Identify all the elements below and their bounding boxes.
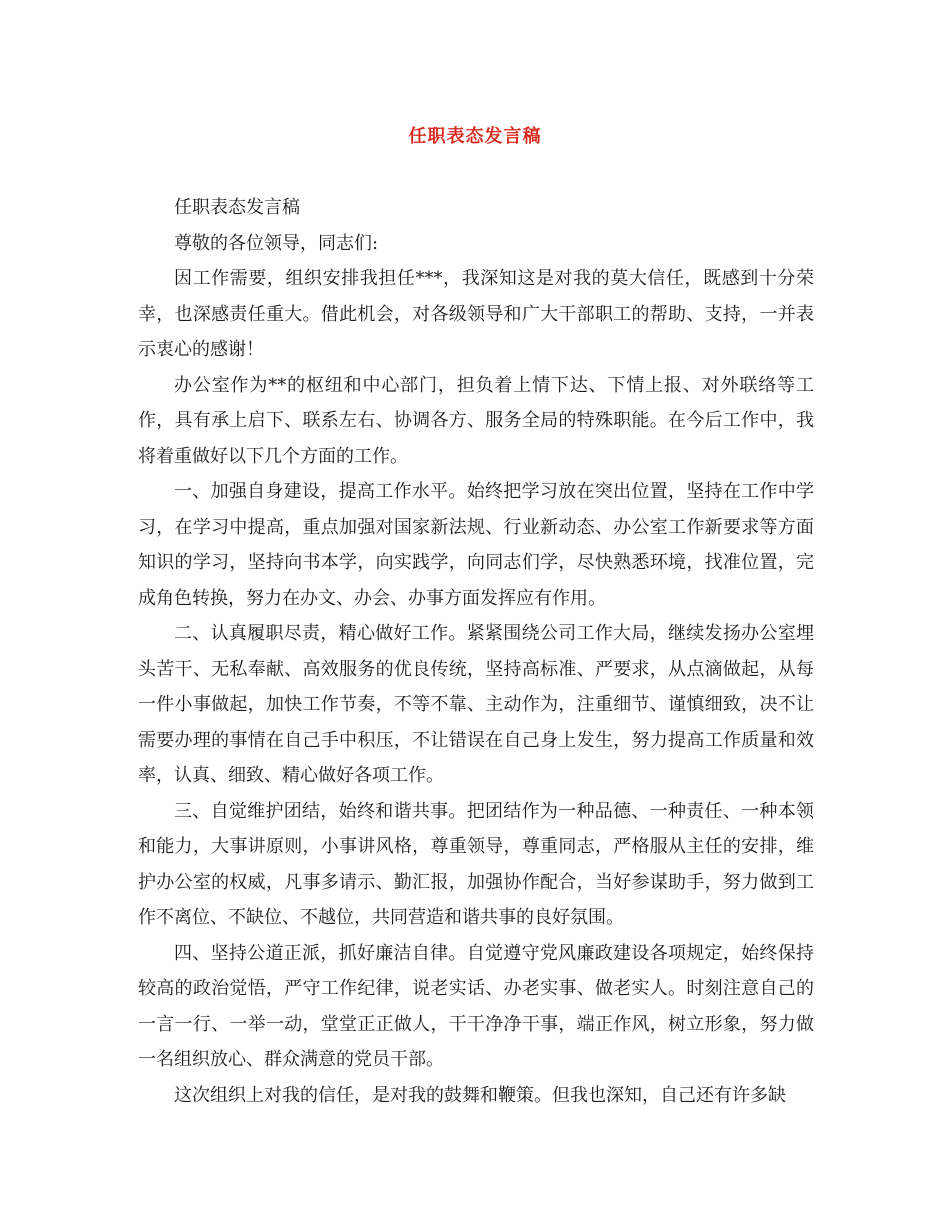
paragraph-subtitle: 任职表态发言稿 bbox=[174, 197, 300, 218]
document-title: 任职表态发言稿 bbox=[408, 126, 542, 147]
paragraph-salutation: 尊敬的各位领导，同志们: bbox=[174, 232, 379, 254]
paragraph-point-two: 二、认真履职尽责，精心做好工作。紧紧围绕公司工作大局，继续发扬办公室埋头苦干、无私奉献、高效服务的优良传统，坚持高标准、严要求，从点滴做起，从每一件小事做起，加快工作节奏，不等不靠、主动作为，注重细节、谨慎细致，决不让需要办理的事情在自己手中积压，不让错误在自己身上发生，努力提高工作质量和效率，认真、细致、精心做好各项工作。 bbox=[138, 623, 814, 786]
paragraph-point-four: 四、坚持公道正派，抓好廉洁自律。自觉遵守党风廉政建设各项规定，始终保持较高的政治觉悟，严守工作纪律，说老实话、办老实事、做老实人。时刻注意自己的一言一行、一举一动，堂堂正正做人，干干净净干事，端正作风，树立形象，努力做一名组织放心、群众满意的党员干部。 bbox=[138, 942, 814, 1070]
paragraph-intro: 因工作需要，组织安排我担任***，我深知这是对我的莫大信任，既感到十分荣幸，也深感责任重大。借此机会，对各级领导和广大干部职工的帮助、支持，一并表示衷心的感谢！ bbox=[138, 268, 814, 360]
paragraph-closing: 这次组织上对我的信任，是对我的鼓舞和鞭策。但我也深知，自己还有许多缺 bbox=[174, 1084, 786, 1106]
paragraph-office-role: 办公室作为**的枢纽和中心部门，担负着上情下达、下情上报、对外联络等工作，具有承上启下、联系左右、协调各方、服务全局的特殊职能。在今后工作中，我将着重做好以下几个方面的工作。 bbox=[138, 374, 814, 467]
document-body bbox=[138, 190, 814, 1113]
paragraph-point-three: 三、自觉维护团结，始终和谐共事。把团结作为一种品德、一种责任、一种本领和能力，大事讲原则，小事讲风格，尊重领导，尊重同志，严格服从主任的安排，维护办公室的权威，凡事多请示、勤汇报，加强协作配合，当好参谋助手，努力做到工作不离位、不缺位、不越位，共同营造和谐共事的良好氛围。 bbox=[138, 800, 814, 928]
paragraph-point-one: 一、加强自身建设，提高工作水平。始终把学习放在突出位置，坚持在工作中学习，在学习中提高，重点加强对国家新法规、行业新动态、办公室工作新要求等方面知识的学习，坚持向书本学，向实践学，向同志们学，尽快熟悉环境，找准位置，完成角色转换，努力在办文、办会、办事方面发挥应有作用。 bbox=[138, 481, 814, 609]
